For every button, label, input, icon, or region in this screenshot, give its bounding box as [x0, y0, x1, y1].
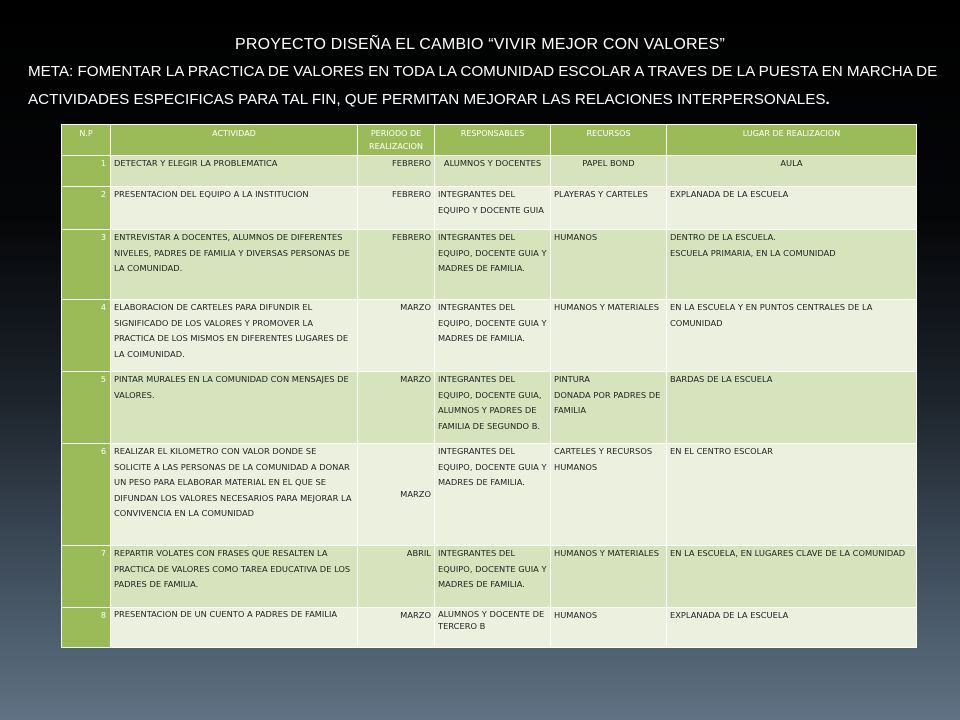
header-periodo: PERIODO DE REALIZACION — [358, 125, 435, 156]
row-number: 5 — [62, 372, 111, 444]
header-responsables: RESPONSABLES — [435, 125, 551, 156]
location-cell: EXPLANADA DE LA ESCUELA — [667, 187, 917, 230]
row-number: 2 — [62, 187, 111, 230]
meta-label: META: — [28, 63, 74, 80]
period-cell: MARZO — [358, 444, 435, 546]
table-row — [62, 187, 917, 230]
activities-table — [61, 124, 917, 648]
resources-line-1: PINTURA — [554, 374, 590, 384]
header-recursos: RECURSOS — [551, 125, 667, 156]
responsible-cell: INTEGRANTES DEL EQUIPO, DOCENTE GUIA, ALUMNOS Y PADRES DE FAMILIA DE SEGUNDO B. — [435, 372, 551, 444]
table-row — [62, 444, 917, 546]
row-number: 3 — [62, 230, 111, 300]
location-line-2: ESCUELA PRIMARIA, EN LA COMUNIDAD — [670, 247, 836, 258]
responsible-cell: INTEGRANTES DEL EQUIPO, DOCENTE GUIA Y MADRES DE FAMILIA. — [435, 444, 551, 546]
location-cell: EN LA ESCUELA, EN LUGARES CLAVE DE LA COMUNIDAD — [667, 546, 917, 608]
responsible-cell: INTEGRANTES DEL EQUIPO Y DOCENTE GUIA — [435, 187, 551, 230]
resources-cell: CARTELES Y RECURSOS HUMANOS — [551, 444, 667, 546]
resources-cell: HUMANOS — [551, 230, 667, 300]
responsible-cell: INTEGRANTES DEL EQUIPO, DOCENTE GUIA Y MADRES DE FAMILIA. — [435, 230, 551, 300]
responsible-cell: INTEGRANTES DEL EQUIPO, DOCENTE GUIA Y MADRES DE FAMILIA. — [435, 300, 551, 372]
location-cell: AULA — [667, 156, 917, 187]
resources-cell: PLAYERAS Y CARTELES — [551, 187, 667, 230]
activity-cell: PRESENTACION DE UN CUENTO A PADRES DE FAMILIA — [111, 608, 358, 648]
responsible-cell: INTEGRANTES DEL EQUIPO, DOCENTE GUIA Y MADRES DE FAMILIA. — [435, 546, 551, 608]
table-header-row — [62, 125, 917, 156]
activity-cell: REPARTIR VOLATES CON FRASES QUE RESALTEN LA PRACTICA DE VALORES COMO TAREA EDUCATIVA DE LOS PADRES DE FAMILIA. — [111, 546, 358, 608]
location-cell: EXPLANADA DE LA ESCUELA — [667, 608, 917, 648]
activity-cell: PINTAR MURALES EN LA COMUNIDAD CON MENSAJES DE VALORES. — [111, 372, 358, 444]
resources-cell: HUMANOS Y MATERIALES — [551, 546, 667, 608]
activity-cell: DETECTAR Y ELEGIR LA PROBLEMATICA — [111, 156, 358, 187]
row-number: 7 — [62, 546, 111, 608]
responsible-cell: ALUMNOS Y DOCENTE DE TERCERO B — [435, 608, 551, 648]
table-row — [62, 300, 917, 372]
activity-cell: ELABORACION DE CARTELES PARA DIFUNDIR EL SIGNIFICADO DE LOS VALORES Y PROMOVER LA PRACTICA DE LOS MISMOS EN DIFERENTES LUGARES DE LA COIMUNIDAD. — [111, 300, 358, 372]
table-row — [62, 156, 917, 187]
resources-cell: PAPEL BOND — [551, 156, 667, 187]
period-cell: FEBRERO — [358, 156, 435, 187]
header-lugar: LUGAR DE REALIZACION — [667, 125, 917, 156]
period-cell: FEBRERO — [358, 187, 435, 230]
responsible-cell: ALUMNOS Y DOCENTES — [435, 156, 551, 187]
period-cell: MARZO — [358, 300, 435, 372]
slide-title: PROYECTO DISEÑA EL CAMBIO “VIVIR MEJOR CON VALORES” — [235, 36, 725, 53]
meta-statement — [28, 58, 940, 114]
location-cell: BARDAS DE LA ESCUELA — [667, 372, 917, 444]
row-number: 6 — [62, 444, 111, 546]
location-cell: EN LA ESCUELA Y EN PUNTOS CENTRALES DE LA COMUNIDAD — [667, 300, 917, 372]
period-cell: FEBRERO — [358, 230, 435, 300]
row-number: 8 — [62, 608, 111, 648]
table-row — [62, 230, 917, 300]
table-row — [62, 546, 917, 608]
resources-line-2: DONADA POR PADRES DE FAMILIA — [554, 389, 661, 415]
location-cell: EN EL CENTRO ESCOLAR — [667, 444, 917, 546]
period-cell: ABRIL — [358, 546, 435, 608]
meta-end: . — [825, 91, 830, 108]
location-line-1: DENTRO DE LA ESCUELA. — [670, 232, 776, 242]
table-row — [62, 372, 917, 444]
row-number: 1 — [62, 156, 111, 187]
header-actividad: ACTIVIDAD — [111, 125, 358, 156]
row-number: 4 — [62, 300, 111, 372]
meta-text: FOMENTAR LA PRACTICA DE VALORES EN TODA LA COMUNIDAD ESCOLAR A TRAVES DE LA PUESTA EN MARCHA DE ACTIVIDADES ESPECIFICAS PARA TAL FIN, QUE PERMITAN MEJORAR LAS RELACIONES INTERPERSONALES — [28, 63, 938, 108]
resources-cell — [551, 372, 667, 444]
resources-cell: HUMANOS — [551, 608, 667, 648]
activity-cell: ENTREVISTAR A DOCENTES, ALUMNOS DE DIFERENTES NIVELES, PADRES DE FAMILIA Y DIVERSAS PERSONAS DE LA COMUNIDAD. — [111, 230, 358, 300]
period-cell: MARZO — [358, 608, 435, 648]
activity-cell: REALIZAR EL KILOMETRO CON VALOR DONDE SE SOLICITE A LAS PERSONAS DE LA COMUNIDAD A DONAR UN PESO PARA ELABORAR MATERIAL EN EL QUE SE DIFUNDAN LOS VALORES NECESARIOS PARA MEJORAR LA CONVIVENCIA EN LA COMUNIDAD — [111, 444, 358, 546]
table-row — [62, 608, 917, 648]
location-cell — [667, 230, 917, 300]
period-cell: MARZO — [358, 372, 435, 444]
header-np: N.P — [62, 125, 111, 156]
resources-cell: HUMANOS Y MATERIALES — [551, 300, 667, 372]
activity-cell: PRESENTACION DEL EQUIPO A LA INSTITUCION — [111, 187, 358, 230]
